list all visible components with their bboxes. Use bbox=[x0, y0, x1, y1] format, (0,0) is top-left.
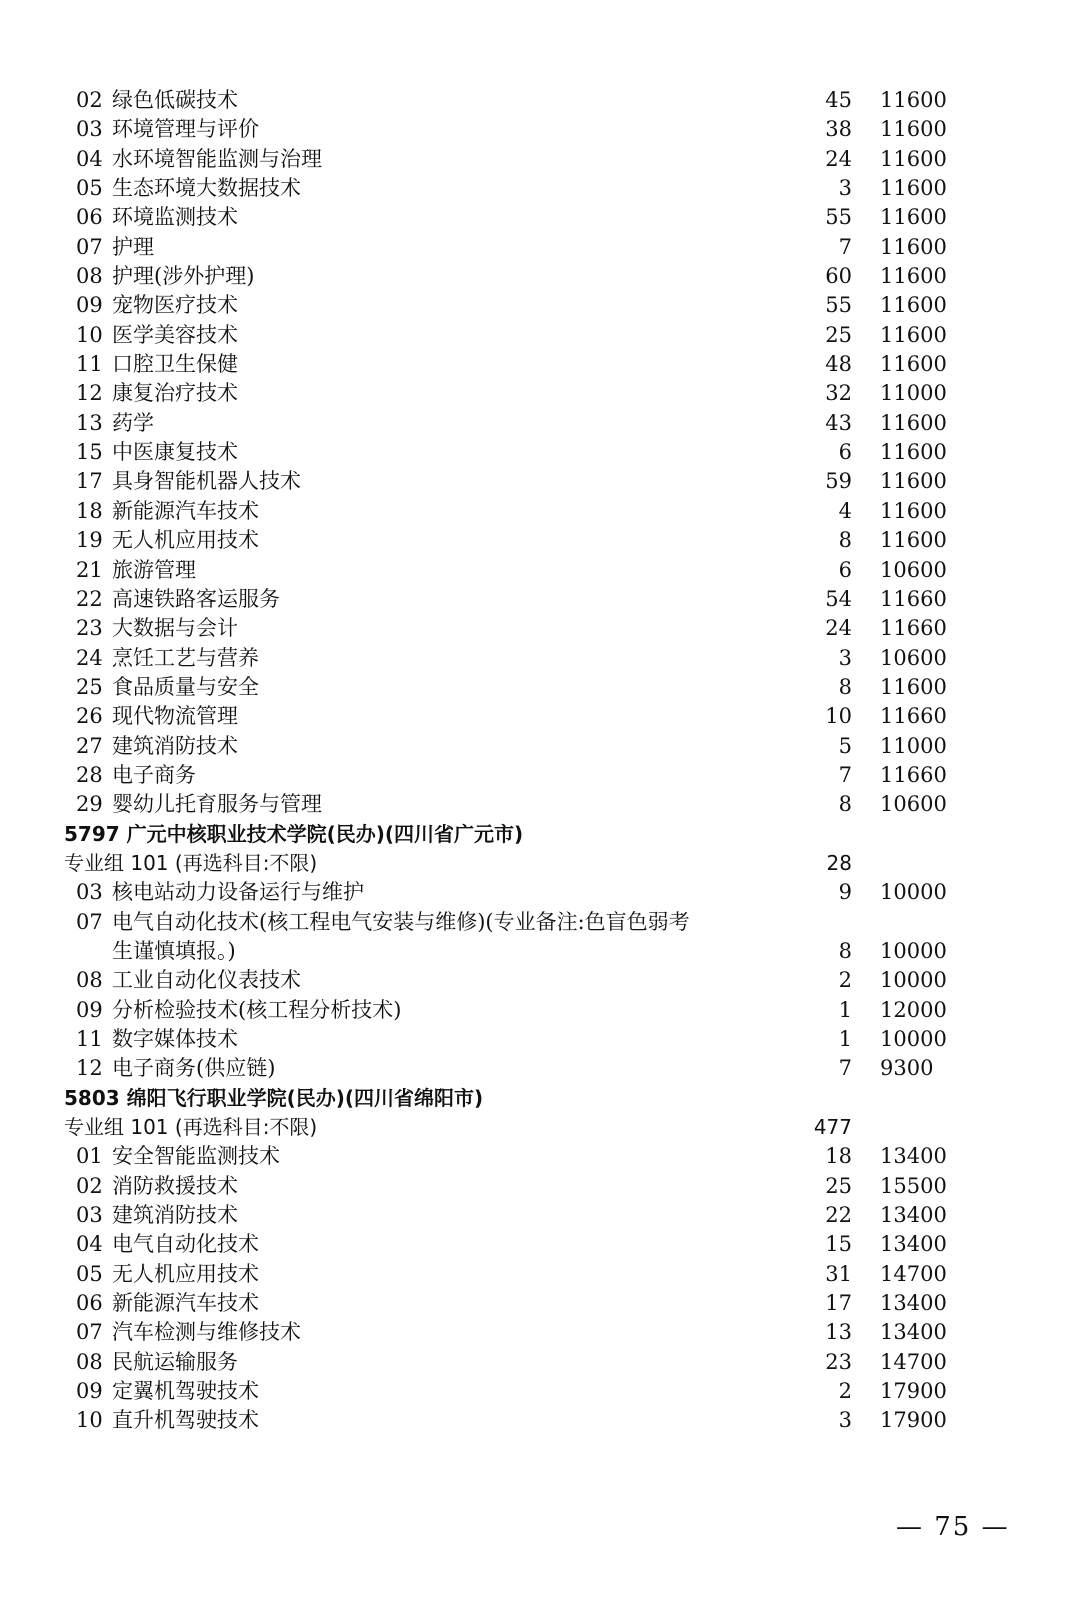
major-name: 康复治疗技术 bbox=[112, 381, 238, 406]
group-title: 专业组 101 (再选科目:不限) bbox=[64, 1115, 318, 1140]
plan-count: 55 bbox=[825, 293, 852, 318]
major-name: 电气自动化技术(核工程电气安装与维修)(专业备注:色盲色弱考 bbox=[112, 909, 690, 934]
major-name: 药学 bbox=[112, 410, 154, 435]
plan-count: 43 bbox=[825, 410, 852, 435]
major-code: 06 bbox=[76, 205, 103, 230]
major-row bbox=[0, 1230, 1080, 1259]
school-header bbox=[0, 820, 1080, 849]
major-code: 23 bbox=[76, 616, 103, 641]
major-code: 03 bbox=[76, 1203, 103, 1228]
plan-count: 24 bbox=[825, 146, 852, 171]
major-row bbox=[0, 1289, 1080, 1318]
plan-count: 4 bbox=[838, 498, 852, 523]
major-row bbox=[0, 732, 1080, 761]
major-name: 中医康复技术 bbox=[112, 440, 238, 465]
major-name: 生谨慎填报。) bbox=[112, 938, 236, 963]
major-code: 09 bbox=[76, 997, 103, 1022]
major-code: 25 bbox=[76, 674, 103, 699]
major-code: 04 bbox=[76, 146, 103, 171]
tuition-fee: 11000 bbox=[880, 381, 947, 406]
plan-count: 2 bbox=[838, 1379, 852, 1404]
tuition-fee: 11660 bbox=[880, 616, 947, 641]
plan-count: 6 bbox=[838, 557, 852, 582]
major-name: 建筑消防技术 bbox=[112, 733, 238, 758]
major-row bbox=[0, 702, 1080, 731]
plan-count: 2 bbox=[838, 968, 852, 993]
major-name: 数字媒体技术 bbox=[112, 1027, 238, 1051]
major-name: 护理 bbox=[112, 234, 154, 259]
school-title: 5797 广元中核职业技术学院(民办)(四川省广元市) bbox=[64, 821, 524, 846]
tuition-fee: 11600 bbox=[880, 674, 947, 699]
tuition-fee: 11600 bbox=[880, 264, 947, 289]
tuition-fee: 11600 bbox=[880, 293, 947, 318]
group-plan-count: 477 bbox=[813, 1115, 852, 1140]
major-row bbox=[0, 145, 1080, 174]
major-row bbox=[0, 937, 1080, 966]
major-row bbox=[0, 438, 1080, 467]
major-code: 02 bbox=[76, 1173, 103, 1198]
plan-count: 23 bbox=[825, 1349, 852, 1374]
tuition-fee: 14700 bbox=[880, 1261, 947, 1286]
major-name: 汽车检测与维修技术 bbox=[112, 1320, 301, 1345]
plan-count: 55 bbox=[825, 205, 852, 230]
tuition-fee: 11000 bbox=[880, 733, 947, 758]
major-row bbox=[0, 790, 1080, 819]
tuition-fee: 10600 bbox=[880, 645, 947, 670]
school-title: 5803 绵阳飞行职业学院(民办)(四川省绵阳市) bbox=[64, 1085, 484, 1110]
plan-count: 59 bbox=[825, 469, 852, 494]
major-code: 21 bbox=[76, 557, 103, 582]
major-row bbox=[0, 1260, 1080, 1289]
major-row bbox=[0, 1025, 1080, 1054]
tuition-fee: 17900 bbox=[880, 1379, 947, 1404]
plan-count: 60 bbox=[825, 264, 852, 289]
major-row bbox=[0, 350, 1080, 379]
tuition-fee: 13400 bbox=[880, 1232, 947, 1257]
major-row bbox=[0, 233, 1080, 262]
major-code: 24 bbox=[76, 645, 103, 670]
major-name: 直升机驾驶技术 bbox=[112, 1408, 259, 1433]
major-code: 05 bbox=[76, 176, 103, 201]
plan-count: 25 bbox=[825, 322, 852, 347]
major-code: 12 bbox=[76, 381, 103, 406]
group-header bbox=[0, 849, 1080, 878]
major-row bbox=[0, 644, 1080, 673]
major-code: 27 bbox=[76, 733, 103, 758]
major-name: 环境监测技术 bbox=[112, 205, 238, 230]
major-name: 宠物医疗技术 bbox=[112, 293, 238, 318]
tuition-fee: 11600 bbox=[880, 352, 947, 377]
major-code: 19 bbox=[76, 528, 103, 553]
tuition-fee: 10600 bbox=[880, 792, 947, 817]
major-list-school1 bbox=[0, 878, 1080, 1083]
major-row bbox=[0, 996, 1080, 1025]
major-row bbox=[0, 1201, 1080, 1230]
major-name: 环境管理与评价 bbox=[112, 117, 259, 142]
major-name: 绿色低碳技术 bbox=[112, 88, 238, 112]
major-name: 医学美容技术 bbox=[112, 322, 238, 347]
major-name: 核电站动力设备运行与维护 bbox=[112, 880, 364, 905]
major-row bbox=[0, 1318, 1080, 1347]
major-name: 新能源汽车技术 bbox=[112, 498, 259, 523]
tuition-fee: 10000 bbox=[880, 938, 947, 963]
plan-count: 6 bbox=[838, 440, 852, 465]
plan-count: 7 bbox=[838, 234, 852, 259]
major-code: 08 bbox=[76, 1349, 103, 1374]
tuition-fee: 11600 bbox=[880, 234, 947, 259]
tuition-fee: 17900 bbox=[880, 1408, 947, 1433]
major-row bbox=[0, 1054, 1080, 1083]
major-code: 07 bbox=[76, 909, 103, 934]
major-row bbox=[0, 321, 1080, 350]
tuition-fee: 11660 bbox=[880, 586, 947, 611]
plan-count: 45 bbox=[825, 88, 852, 112]
plan-count: 22 bbox=[825, 1203, 852, 1228]
major-row bbox=[0, 86, 1080, 115]
major-code: 08 bbox=[76, 264, 103, 289]
major-name: 电子商务 bbox=[112, 762, 196, 787]
major-name: 具身智能机器人技术 bbox=[112, 469, 301, 494]
plan-count: 1 bbox=[838, 1027, 852, 1051]
major-code: 11 bbox=[76, 352, 103, 377]
major-code: 28 bbox=[76, 762, 103, 787]
major-name: 消防救援技术 bbox=[112, 1173, 238, 1198]
major-code: 29 bbox=[76, 792, 103, 817]
major-code: 17 bbox=[76, 469, 103, 494]
tuition-fee: 11600 bbox=[880, 117, 947, 142]
major-row bbox=[0, 467, 1080, 496]
tuition-fee: 11600 bbox=[880, 322, 947, 347]
group-plan-count: 28 bbox=[826, 850, 852, 875]
tuition-fee: 13400 bbox=[880, 1291, 947, 1316]
plan-count: 10 bbox=[825, 704, 852, 729]
major-code: 05 bbox=[76, 1261, 103, 1286]
major-name: 定翼机驾驶技术 bbox=[112, 1379, 259, 1404]
school-header bbox=[0, 1084, 1080, 1113]
major-name: 高速铁路客运服务 bbox=[112, 586, 280, 611]
plan-count: 32 bbox=[825, 381, 852, 406]
plan-count: 17 bbox=[825, 1291, 852, 1316]
plan-count: 38 bbox=[825, 117, 852, 142]
plan-count: 3 bbox=[838, 645, 852, 670]
major-row bbox=[0, 291, 1080, 320]
major-row bbox=[0, 203, 1080, 232]
major-name: 护理(涉外护理) bbox=[112, 264, 255, 289]
group-title: 专业组 101 (再选科目:不限) bbox=[64, 850, 318, 875]
major-code: 08 bbox=[76, 968, 103, 993]
tuition-fee: 11600 bbox=[880, 498, 947, 523]
major-name: 建筑消防技术 bbox=[112, 1203, 238, 1228]
tuition-fee: 11660 bbox=[880, 762, 947, 787]
major-code: 11 bbox=[76, 1027, 103, 1051]
plan-count: 25 bbox=[825, 1173, 852, 1198]
major-name: 工业自动化仪表技术 bbox=[112, 968, 301, 993]
tuition-fee: 11600 bbox=[880, 88, 947, 112]
major-name: 烹饪工艺与营养 bbox=[112, 645, 259, 670]
plan-count: 7 bbox=[838, 762, 852, 787]
major-code: 07 bbox=[76, 234, 103, 259]
major-code: 15 bbox=[76, 440, 103, 465]
major-row bbox=[0, 526, 1080, 555]
major-code: 18 bbox=[76, 498, 103, 523]
major-name: 婴幼儿托育服务与管理 bbox=[112, 792, 322, 817]
major-code: 26 bbox=[76, 704, 103, 729]
major-row bbox=[0, 585, 1080, 614]
major-name: 分析检验技术(核工程分析技术) bbox=[112, 997, 402, 1022]
major-name: 生态环境大数据技术 bbox=[112, 176, 301, 201]
tuition-fee: 11600 bbox=[880, 176, 947, 201]
major-row bbox=[0, 966, 1080, 995]
tuition-fee: 10000 bbox=[880, 1027, 947, 1051]
plan-count: 13 bbox=[825, 1320, 852, 1345]
major-code: 22 bbox=[76, 586, 103, 611]
major-code: 09 bbox=[76, 1379, 103, 1404]
major-row bbox=[0, 115, 1080, 144]
tuition-fee: 9300 bbox=[880, 1056, 934, 1081]
major-code: 09 bbox=[76, 293, 103, 318]
major-code: 03 bbox=[76, 117, 103, 142]
major-name: 电气自动化技术 bbox=[112, 1232, 259, 1257]
plan-count: 5 bbox=[838, 733, 852, 758]
major-row bbox=[0, 1348, 1080, 1377]
major-list-school2 bbox=[0, 1142, 1080, 1435]
major-row bbox=[0, 761, 1080, 790]
major-name: 民航运输服务 bbox=[112, 1349, 238, 1374]
plan-count: 8 bbox=[838, 792, 852, 817]
major-row bbox=[0, 614, 1080, 643]
tuition-fee: 11600 bbox=[880, 205, 947, 230]
tuition-fee: 10600 bbox=[880, 557, 947, 582]
major-name: 新能源汽车技术 bbox=[112, 1291, 259, 1316]
major-row bbox=[0, 262, 1080, 291]
tuition-fee: 11600 bbox=[880, 469, 947, 494]
major-name: 大数据与会计 bbox=[112, 616, 238, 641]
major-name: 水环境智能监测与治理 bbox=[112, 146, 322, 171]
major-name: 旅游管理 bbox=[112, 557, 196, 582]
major-row bbox=[0, 908, 1080, 937]
plan-count: 8 bbox=[838, 674, 852, 699]
major-name: 无人机应用技术 bbox=[112, 1261, 259, 1286]
plan-count: 8 bbox=[838, 528, 852, 553]
tuition-fee: 15500 bbox=[880, 1173, 947, 1198]
major-name: 口腔卫生保健 bbox=[112, 352, 238, 377]
tuition-fee: 11660 bbox=[880, 704, 947, 729]
major-code: 07 bbox=[76, 1320, 103, 1345]
tuition-fee: 12000 bbox=[880, 997, 947, 1022]
major-row bbox=[0, 1172, 1080, 1201]
major-row bbox=[0, 673, 1080, 702]
plan-count: 54 bbox=[825, 586, 852, 611]
plan-count: 1 bbox=[838, 997, 852, 1022]
page-number: — 75 — bbox=[896, 1512, 1010, 1542]
major-code: 10 bbox=[76, 1408, 103, 1433]
major-row bbox=[0, 1406, 1080, 1435]
major-row bbox=[0, 379, 1080, 408]
tuition-fee: 13400 bbox=[880, 1203, 947, 1228]
tuition-fee: 11600 bbox=[880, 528, 947, 553]
major-code: 02 bbox=[76, 88, 103, 112]
tuition-fee: 13400 bbox=[880, 1320, 947, 1345]
plan-count: 24 bbox=[825, 616, 852, 641]
major-row bbox=[0, 556, 1080, 585]
plan-count: 3 bbox=[838, 176, 852, 201]
plan-count: 8 bbox=[838, 938, 852, 963]
tuition-fee: 11600 bbox=[880, 146, 947, 171]
major-code: 04 bbox=[76, 1232, 103, 1257]
plan-count: 15 bbox=[825, 1232, 852, 1257]
major-code: 01 bbox=[76, 1144, 103, 1169]
major-code: 13 bbox=[76, 410, 103, 435]
major-name: 食品质量与安全 bbox=[112, 674, 259, 699]
major-name: 安全智能监测技术 bbox=[112, 1144, 280, 1169]
major-row bbox=[0, 174, 1080, 203]
major-name: 现代物流管理 bbox=[112, 704, 238, 729]
plan-count: 18 bbox=[825, 1144, 852, 1169]
tuition-fee: 14700 bbox=[880, 1349, 947, 1374]
major-row bbox=[0, 1377, 1080, 1406]
major-row bbox=[0, 497, 1080, 526]
group-header bbox=[0, 1113, 1080, 1142]
major-list-continued bbox=[0, 86, 1080, 820]
major-code: 03 bbox=[76, 880, 103, 905]
plan-count: 3 bbox=[838, 1408, 852, 1433]
tuition-fee: 11600 bbox=[880, 410, 947, 435]
major-row bbox=[0, 409, 1080, 438]
plan-count: 7 bbox=[838, 1056, 852, 1081]
plan-count: 9 bbox=[838, 880, 852, 905]
plan-count: 48 bbox=[825, 352, 852, 377]
major-row bbox=[0, 1142, 1080, 1171]
tuition-fee: 13400 bbox=[880, 1144, 947, 1169]
plan-count: 31 bbox=[825, 1261, 852, 1286]
document-page bbox=[0, 86, 1080, 1436]
major-name: 电子商务(供应链) bbox=[112, 1056, 276, 1081]
tuition-fee: 11600 bbox=[880, 440, 947, 465]
major-code: 10 bbox=[76, 322, 103, 347]
major-code: 12 bbox=[76, 1056, 103, 1081]
major-name: 无人机应用技术 bbox=[112, 528, 259, 553]
tuition-fee: 10000 bbox=[880, 968, 947, 993]
major-row bbox=[0, 878, 1080, 907]
tuition-fee: 10000 bbox=[880, 880, 947, 905]
major-code: 06 bbox=[76, 1291, 103, 1316]
